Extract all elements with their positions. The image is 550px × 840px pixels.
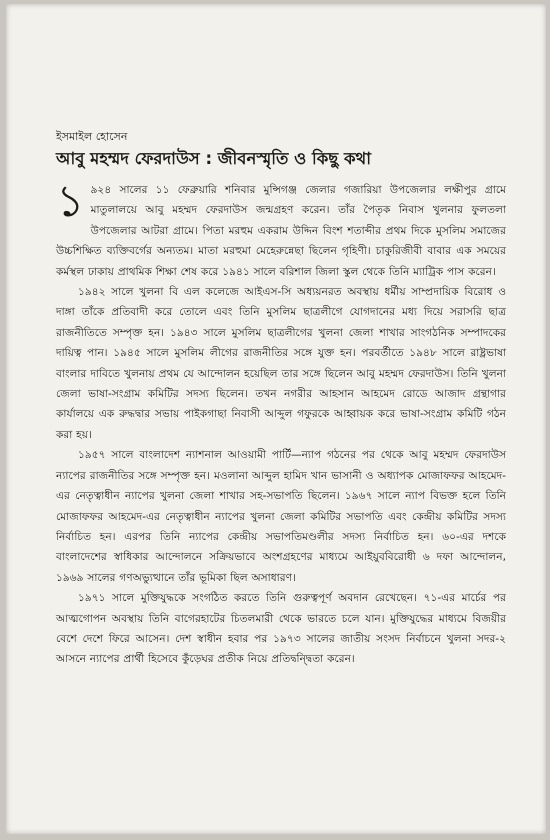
paragraph-3: ১৯৫৭ সালে বাংলাদেশ ন্যাশনাল আওয়ামী পার্টি—ন্যাপ গঠনের পর থেকে আবু মহম্মদ ফেরদাউস ন্যাপের রাজনীতির সঙ্গে সম্পৃক্ত হন। মওলানা আব্দুল হামিদ খান ভাসানী ও অধ্যাপক মোজাফফর আহমেদ-এর নেতৃত্বাধীন ন্যাপের খুলনা জেলা শাখার সহ-সভাপতি ছিলেন। ১৯৬৭ সালে ন্যাপ বিভক্ত হলে তিনি মোজাফফর আহমেদ-এর নেতৃত্বাধীন ন্যাপের খুলনা জেলা কমিটির সভাপতি এবং কেন্দ্রীয় কমিটির সদস্য নির্বাচিত হন। এরপর তিনি ন্যাপের কেন্দ্রীয় সভাপতিমণ্ডলীর সদস্য নির্বাচিত হন। ৬০-এর দশকে বাংলাদেশের স্বাধিকার আন্দোলনে সক্রিয়ভাবে অংশগ্রহণের মাধ্যমে আইয়ুববিরোধী ৬ দফা আন্দোলন, ১৯৬৯ সালের গণঅভ্যুত্থানে তাঁর ভূমিকা ছিল অসাধারণ। bbox=[56, 449, 506, 584]
paragraph-4: ১৯৭১ সালে মুক্তিযুদ্ধকে সংগঠিত করতে তিনি গুরুত্বপূর্ণ অবদান রেখেছেন। ৭১-এর মার্চের পর আত্মগোপন অবস্থায় তিনি বাগেরহাটের চিতলমারী থেকে ভারতে চলে যান। মুক্তিযুদ্ধের মাধ্যমে বিজয়ীর বেশে দেশে ফিরে আসেন। দেশ স্বাধীন হবার পর ১৯৭৩ সালের জাতীয় সংসদ নির্বাচনে খুলনা সদর-২ আসনে ন্যাপের প্রার্থী হিসেবে কুঁড়েঘর প্রতীক নিয়ে প্রতিদ্বন্দ্বিতা করেন। bbox=[56, 592, 506, 666]
paragraph-1 bbox=[56, 176, 506, 282]
article bbox=[56, 130, 506, 670]
book-page bbox=[6, 4, 546, 834]
paragraph-2: ১৯৪২ সালে খুলনা বি এল কলেজে আইএস-সি অধ্যয়নরত অবস্থায় ধর্মীয় সাম্প্রদায়িক বিরোধ ও দাঙ্গা তাঁকে প্রতিবাদী করে তোলে এবং তিনি মুসলিম ছাত্রলীগে যোগদানের মধ্য দিয়ে সরাসরি ছাত্র রাজনীতিতে সম্পৃক্ত হন। ১৯৪৩ সালে মুসলিম ছাত্রলীগের খুলনা জেলা শাখার সাংগঠনিক সম্পাদকের দায়িত্ব পান। ১৯৪৫ সালে মুসলিম লীগের রাজনীতির সঙ্গে যুক্ত হন। পরবর্তীতে ১৯৪৮ সালে রাষ্ট্রভাষা বাংলার দাবিতে খুলনায় প্রথম যে আন্দোলন হয়েছিল তার সঙ্গে ছিলেন আবু মহম্মদ ফেরদাউস। তিনি খুলনা জেলা ভাষা-সংগ্রাম কমিটির সদস্য ছিলেন। তখন নগরীর আহসান আহমেদ রোডে আজাদ গ্রন্থাগার কার্যালয়ে এক রুদ্ধদ্বার সভায় পাইকগাছা নিবাসী আব্দুল গফুরকে আহ্বায়ক করে ভাষা-সংগ্রাম কমিটি গঠন করা হয়। bbox=[56, 286, 506, 441]
article-title: আবু মহম্মদ ফেরদাউস : জীবনস্মৃতি ও কিছু কথা bbox=[56, 149, 372, 168]
paragraph-1-text: ৯২৪ সালের ১১ ফেব্রুয়ারি শনিবার মুন্সিগঞ্জ জেলার গজারিয়া উপজেলার লক্ষীপুর গ্রামে মাতুলালয়ে আবু মহম্মদ ফেরদাউস জন্মগ্রহণ করেন। তাঁর পৈতৃক নিবাস খুলনার ফুলতলা উপজেলার আটরা গ্রামে। পিতা মরহুম একরাম উদ্দিন বিংশ শতাব্দীর প্রথম দিকে মুসলিম সমাজের উচ্চশিক্ষিত ব্যক্তিবর্গের অন্যতম। মাতা মরহুমা মেহেরুন্নেছা ছিলেন গৃহিণী। চাকুরিজীবী বাবার এক সময়ের কর্মস্থল ঢাকায় প্রাথমিক শিক্ষা শেষ করে ১৯৪১ সালে বরিশাল জিলা স্কুল থেকে তিনি ম্যাট্রিক পাস করেন। bbox=[56, 184, 506, 278]
drop-cap: ১ bbox=[56, 176, 85, 227]
author-name: ইসমাইল হোসেন bbox=[56, 130, 128, 143]
